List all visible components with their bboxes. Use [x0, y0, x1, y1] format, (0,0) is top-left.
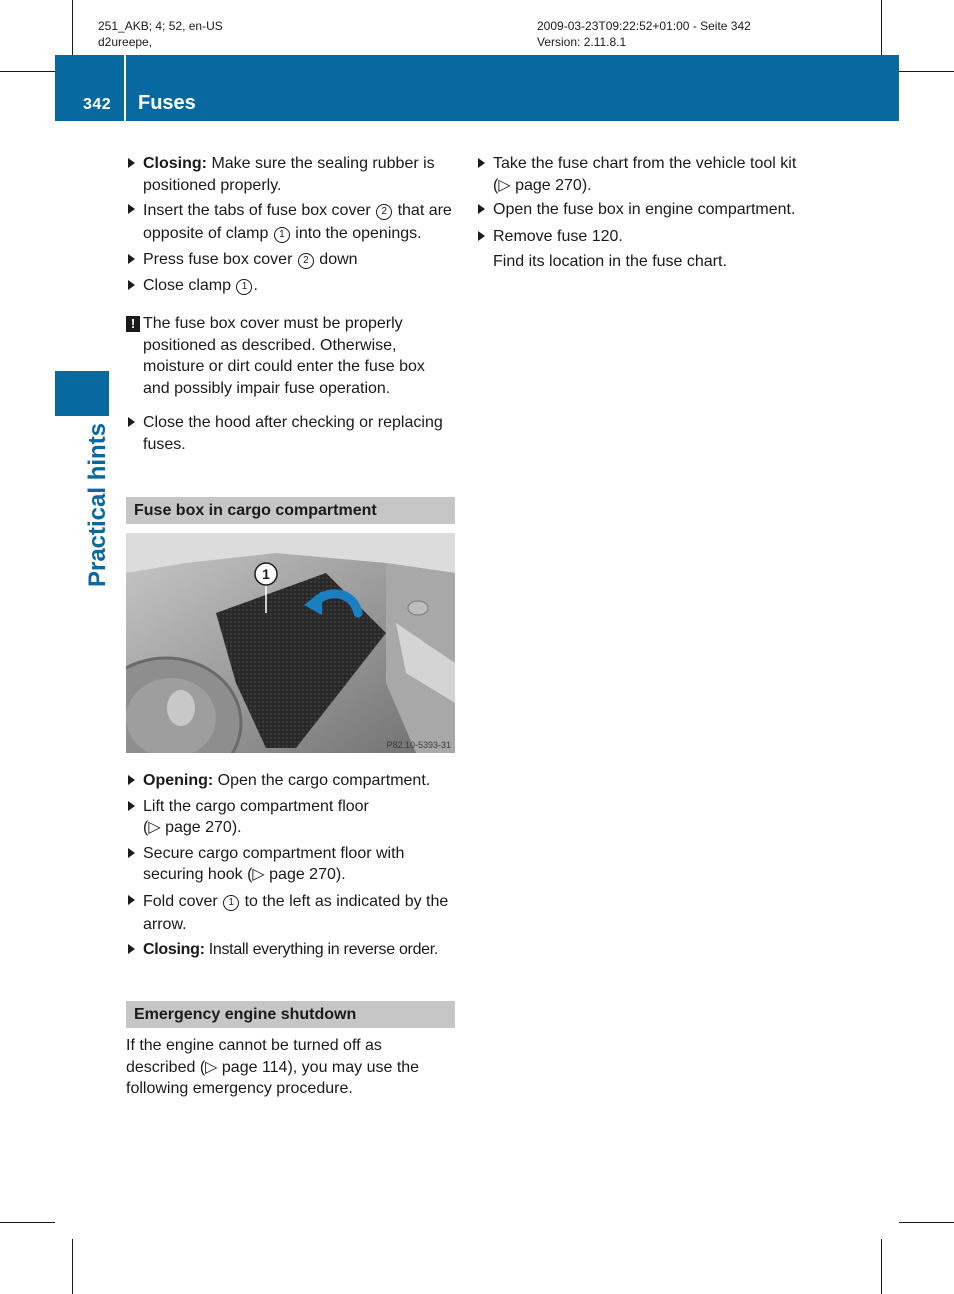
- callout-number: 2: [376, 204, 392, 220]
- step-text: Close the hood after checking or replacing fuses.: [143, 414, 443, 453]
- step-arrow-icon: [478, 204, 485, 214]
- section-title: Fuses: [138, 92, 196, 114]
- crop-mark: [899, 71, 954, 72]
- subsection-heading: Fuse box in cargo compartment: [126, 497, 455, 524]
- callout-number: 1: [274, 227, 290, 243]
- instruction-step: [476, 224, 816, 274]
- step-text: Secure cargo compartment floor with securing hook (▷ page 270).: [143, 844, 405, 883]
- side-tab: [55, 371, 109, 416]
- callout-number: 2: [298, 253, 314, 269]
- step-arrow-icon: [128, 280, 135, 290]
- callout-number: 1: [236, 279, 252, 295]
- left-column: [126, 153, 458, 455]
- step-text: Press fuse box cover: [143, 251, 297, 268]
- step-arrow-icon: [128, 158, 135, 168]
- step-text: Lift the cargo compartment floor: [143, 797, 369, 815]
- cargo-steps: [126, 770, 458, 960]
- step-text: down: [314, 251, 358, 268]
- step-arrow-icon: [128, 801, 135, 811]
- warning-note: [126, 313, 443, 399]
- instruction-step: [476, 153, 816, 196]
- instruction-step: [126, 153, 458, 196]
- subsection-heading: Emergency engine shutdown: [126, 1001, 455, 1028]
- step-text: Fold cover: [143, 892, 223, 910]
- instruction-step: [126, 275, 458, 297]
- instruction-step: [126, 939, 458, 961]
- step-text: Open the cargo compartment.: [213, 772, 431, 789]
- step-arrow-icon: [478, 231, 485, 241]
- emergency-paragraph: If the engine cannot be turned off as described (▷ page 114), you may use the following emergency procedure.: [126, 1037, 420, 1097]
- meta-line: d2ureepe,: [98, 35, 153, 49]
- instruction-step: [126, 199, 458, 245]
- step-arrow-icon: [128, 895, 135, 905]
- page-reference[interactable]: (▷ page 270).: [143, 819, 242, 836]
- photo-illustration: [126, 533, 455, 753]
- step-arrow-icon: [478, 158, 485, 168]
- step-arrow-icon: [128, 417, 135, 427]
- step-text: that are opposite of clamp: [143, 202, 452, 242]
- crop-mark: [72, 0, 73, 55]
- step-text: Take the fuse chart from the vehicle tool kit (▷ page 270).: [493, 155, 797, 194]
- step-text: .: [253, 276, 258, 294]
- step-arrow-icon: [128, 204, 135, 214]
- warning-icon: !: [126, 316, 140, 332]
- instruction-step: [126, 796, 458, 839]
- step-text: to the left as indicated by the arrow.: [143, 892, 449, 933]
- meta-line: 2009-03-23T09:22:52+01:00 - Seite 342: [537, 19, 751, 33]
- step-arrow-icon: [128, 848, 135, 858]
- step-arrow-icon: [128, 775, 135, 785]
- step-text: Insert the tabs of fuse box cover: [143, 202, 376, 219]
- instruction-step: [126, 412, 458, 455]
- photo-code: P82.10-5393-31: [386, 740, 451, 750]
- step-text: Remove fuse 120.: [493, 227, 623, 245]
- warning-text: The fuse box cover must be properly positioned as described. Otherwise, moisture or dirt could enter the fuse box and possibly impair fuse operation.: [143, 315, 425, 397]
- instruction-step: [476, 199, 816, 221]
- step-label: Closing:: [143, 940, 205, 958]
- step-text: Find its location in the fuse chart.: [493, 252, 727, 270]
- step-text: Install everything in reverse order.: [204, 940, 439, 958]
- print-meta-right: [537, 18, 751, 50]
- step-text: into the openings.: [290, 225, 422, 242]
- step-label: Closing:: [143, 155, 207, 172]
- right-column: [476, 153, 816, 274]
- instruction-step: [126, 843, 433, 886]
- crop-mark: [881, 1239, 882, 1294]
- instruction-step: [126, 890, 458, 936]
- crop-mark: [72, 1239, 73, 1294]
- callout-number: 1: [223, 895, 239, 911]
- photo-callout: 1: [262, 566, 270, 582]
- step-arrow-icon: [128, 944, 135, 954]
- instruction-step: [126, 770, 458, 792]
- meta-line: 251_AKB; 4; 52, en-US: [98, 19, 223, 33]
- crop-mark: [0, 1222, 55, 1223]
- page-number: 342: [83, 96, 112, 113]
- step-text: Make sure the sealing rubber is positioned properly.: [143, 155, 435, 194]
- meta-line: Version: 2.11.8.1: [537, 35, 627, 49]
- step-arrow-icon: [128, 254, 135, 264]
- step-label: Opening:: [143, 772, 214, 789]
- crop-mark: [899, 1222, 954, 1223]
- header-divider: [124, 55, 126, 121]
- print-meta-left: [98, 18, 223, 50]
- instruction-step: [126, 249, 458, 271]
- step-text: Close clamp: [143, 276, 236, 294]
- fuse-box-cover-photo: [126, 533, 455, 753]
- step-text: Open the fuse box in engine compartment.: [493, 201, 796, 218]
- side-tab-label: Practical hints: [84, 422, 111, 588]
- crop-mark: [881, 0, 882, 55]
- crop-mark: [0, 71, 55, 72]
